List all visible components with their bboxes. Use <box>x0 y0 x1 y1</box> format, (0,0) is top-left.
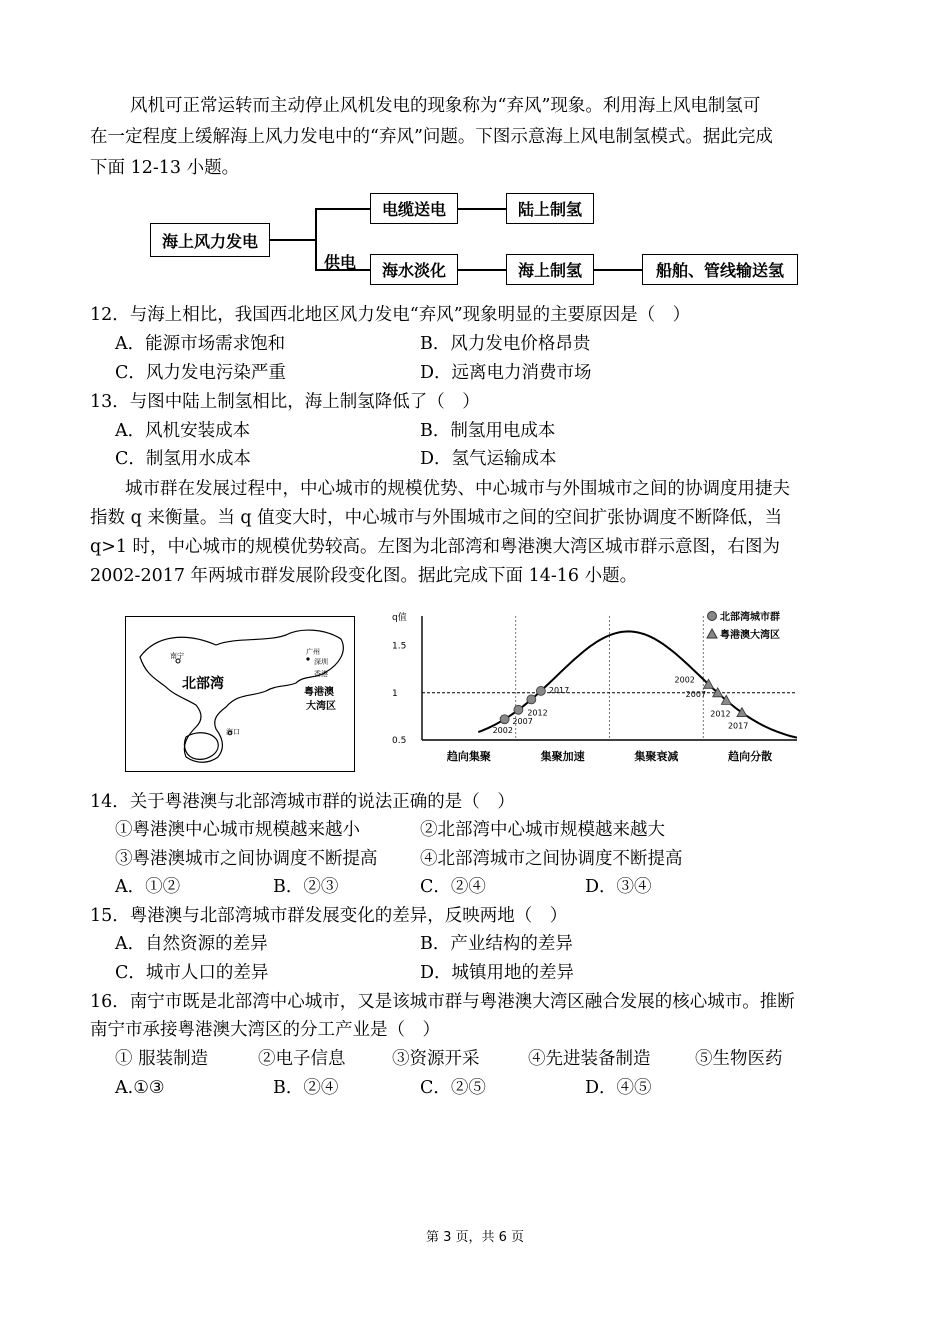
hainan-outline <box>184 733 218 760</box>
q14-option-a[interactable]: A．①② <box>115 877 181 897</box>
flow-branch-label: 供电 <box>324 253 357 272</box>
flow-source-box: 海上风力发电 <box>150 223 270 257</box>
north-gulf-point <box>500 715 509 724</box>
q13-stem: 13．与图中陆上制氢相比，海上制氢降低了（ ） <box>90 392 480 412</box>
greater-bay-year-label: 2012 <box>710 709 731 719</box>
q15-option-a[interactable]: A．自然资源的差异 <box>115 934 268 954</box>
q16-option-c[interactable]: C．②⑤ <box>420 1078 486 1098</box>
north-gulf-point <box>514 705 523 714</box>
q12-option-d[interactable]: D．远离电力消费市场 <box>420 363 592 383</box>
q13-option-d[interactable]: D．氢气运输成本 <box>420 449 557 469</box>
q15-option-b[interactable]: B．产业结构的差异 <box>420 934 573 954</box>
greater-bay-year-label: 2017 <box>727 721 749 731</box>
y-tick-label: 1 <box>392 688 398 699</box>
q14-option-c[interactable]: C．②④ <box>420 877 486 897</box>
stage-label: 趋向分散 <box>728 750 773 763</box>
greater-bay-year-label: 2002 <box>674 675 695 685</box>
q14-option-d[interactable]: D．③④ <box>585 877 652 897</box>
q16-statement-3: ③资源开采 <box>392 1049 480 1069</box>
stage-label: 集聚加速 <box>540 750 585 763</box>
flow-transport-box: 船舶、管线输送氢 <box>642 254 798 285</box>
q15-stem: 15．粤港澳与北部湾城市群发展变化的差异，反映两地（ ） <box>90 906 568 926</box>
greater-bay-year-label: 2007 <box>685 689 707 699</box>
q14-stem: 14．关于粤港澳与北部湾城市群的说法正确的是（ ） <box>90 792 515 812</box>
map-hongkong: 香港 <box>314 670 328 678</box>
intro1-line2: 在一定程度上缓解海上风力发电中的“弃风”问题。下图示意海上风电制氢模式。据此完成 <box>90 127 773 147</box>
map-region-label: 北部湾 <box>182 676 224 692</box>
intro2-line1: 城市群在发展过程中，中心城市的规模优势、中心城市与外围城市之间的协调度用捷夫 <box>125 479 790 499</box>
intro2-line3: q>1 时，中心城市的规模优势较高。左图为北部湾和粤港澳大湾区城市群示意图，右图为 <box>90 537 781 557</box>
stage-chart <box>382 604 822 774</box>
stage-label: 趋向集聚 <box>446 750 491 763</box>
flow-cable-box: 电缆送电 <box>370 193 458 224</box>
q16-stem-line2: 南宁市承接粤港澳大湾区的分工产业是（ ） <box>90 1020 440 1040</box>
north-gulf-year-label: 2002 <box>492 726 513 736</box>
flow-sea-h2-box: 海上制氢 <box>506 254 594 285</box>
q16-statement-2: ②电子信息 <box>258 1049 346 1069</box>
north-gulf-point <box>527 695 536 704</box>
map-bay-label-1: 粤港澳 <box>304 687 334 698</box>
q13-option-b[interactable]: B．制氢用电成本 <box>420 421 556 441</box>
y-tick-label: 1.5 <box>392 641 407 652</box>
map-haikou: 海口 <box>226 728 240 736</box>
q12-option-c[interactable]: C．风力发电污染严重 <box>115 363 286 383</box>
legend-north-gulf: 北部湾城市群 <box>720 612 780 623</box>
city-cluster-map <box>125 616 355 772</box>
map-guangzhou: 广州 <box>306 648 320 656</box>
map-shenzhen: 深圳 <box>314 658 328 666</box>
legend-circle-icon <box>708 612 717 621</box>
q16-option-b[interactable]: B．②④ <box>273 1078 339 1098</box>
q16-stem-line1: 16．南宁市既是北部湾中心城市，又是该城市群与粤港澳大湾区融合发展的核心城市。推断 <box>90 992 795 1012</box>
q14-statement-1: ①粤港澳中心城市规模越来越小 <box>115 820 360 840</box>
q16-statement-5: ⑤生物医药 <box>695 1049 783 1069</box>
north-gulf-point <box>536 686 545 695</box>
intro2-line4: 2002-2017 年两城市群发展阶段变化图。据此完成下面 14-16 小题。 <box>90 566 638 586</box>
intro1-line3: 下面 12-13 小题。 <box>90 158 240 178</box>
q14-statement-2: ②北部湾中心城市规模越来越大 <box>420 820 665 840</box>
q14-option-b[interactable]: B．②③ <box>273 877 339 897</box>
page-footer: 第 3 页，共 6 页 <box>425 1230 525 1245</box>
legend-triangle-icon <box>707 629 717 638</box>
q12-option-b[interactable]: B．风力发电价格昂贵 <box>420 334 591 354</box>
map-bay-label-2: 大湾区 <box>306 701 336 712</box>
q14-statement-3: ③粤港澳城市之间协调度不断提高 <box>115 849 378 869</box>
q13-option-c[interactable]: C．制氢用水成本 <box>115 449 251 469</box>
y-tick-label: 0.5 <box>392 736 407 746</box>
q16-statement-4: ④先进装备制造 <box>528 1049 651 1069</box>
q16-statement-1: ① 服装制造 <box>115 1049 209 1069</box>
flow-desal-box: 海水淡化 <box>370 254 458 285</box>
q15-option-c[interactable]: C．城市人口的差异 <box>115 963 269 983</box>
q16-option-d[interactable]: D．④⑤ <box>585 1078 652 1098</box>
q16-option-a[interactable]: A.①③ <box>115 1078 165 1098</box>
q12-stem: 12．与海上相比，我国西北地区风力发电“弃风”现象明显的主要原因是（ ） <box>90 305 691 325</box>
q14-statement-4: ④北部湾城市之间协调度不断提高 <box>420 849 683 869</box>
map-nanning: 南宁 <box>170 652 184 660</box>
q12-option-a[interactable]: A．能源市场需求饱和 <box>115 334 286 354</box>
q15-option-d[interactable]: D．城镇用地的差异 <box>420 963 575 983</box>
intro2-line2: 指数 q 来衡量。当 q 值变大时，中心城市与外围城市之间的空间扩张协调度不断降低，当 <box>90 508 783 528</box>
north-gulf-year-label: 2012 <box>527 708 548 718</box>
north-gulf-year-label: 2007 <box>512 716 533 726</box>
q13-option-a[interactable]: A．风机安装成本 <box>115 421 251 441</box>
intro1-line1: 风机可正常运转而主动停止风机发电的现象称为“弃风”现象。利用海上风电制氢可 <box>130 96 761 116</box>
legend-greater-bay: 粤港澳大湾区 <box>720 630 780 641</box>
flow-land-h2-box: 陆上制氢 <box>506 193 594 224</box>
y-axis-label: q值 <box>392 613 407 623</box>
stage-label: 集聚衰减 <box>634 750 679 763</box>
north-gulf-year-label: 2017 <box>548 685 570 695</box>
